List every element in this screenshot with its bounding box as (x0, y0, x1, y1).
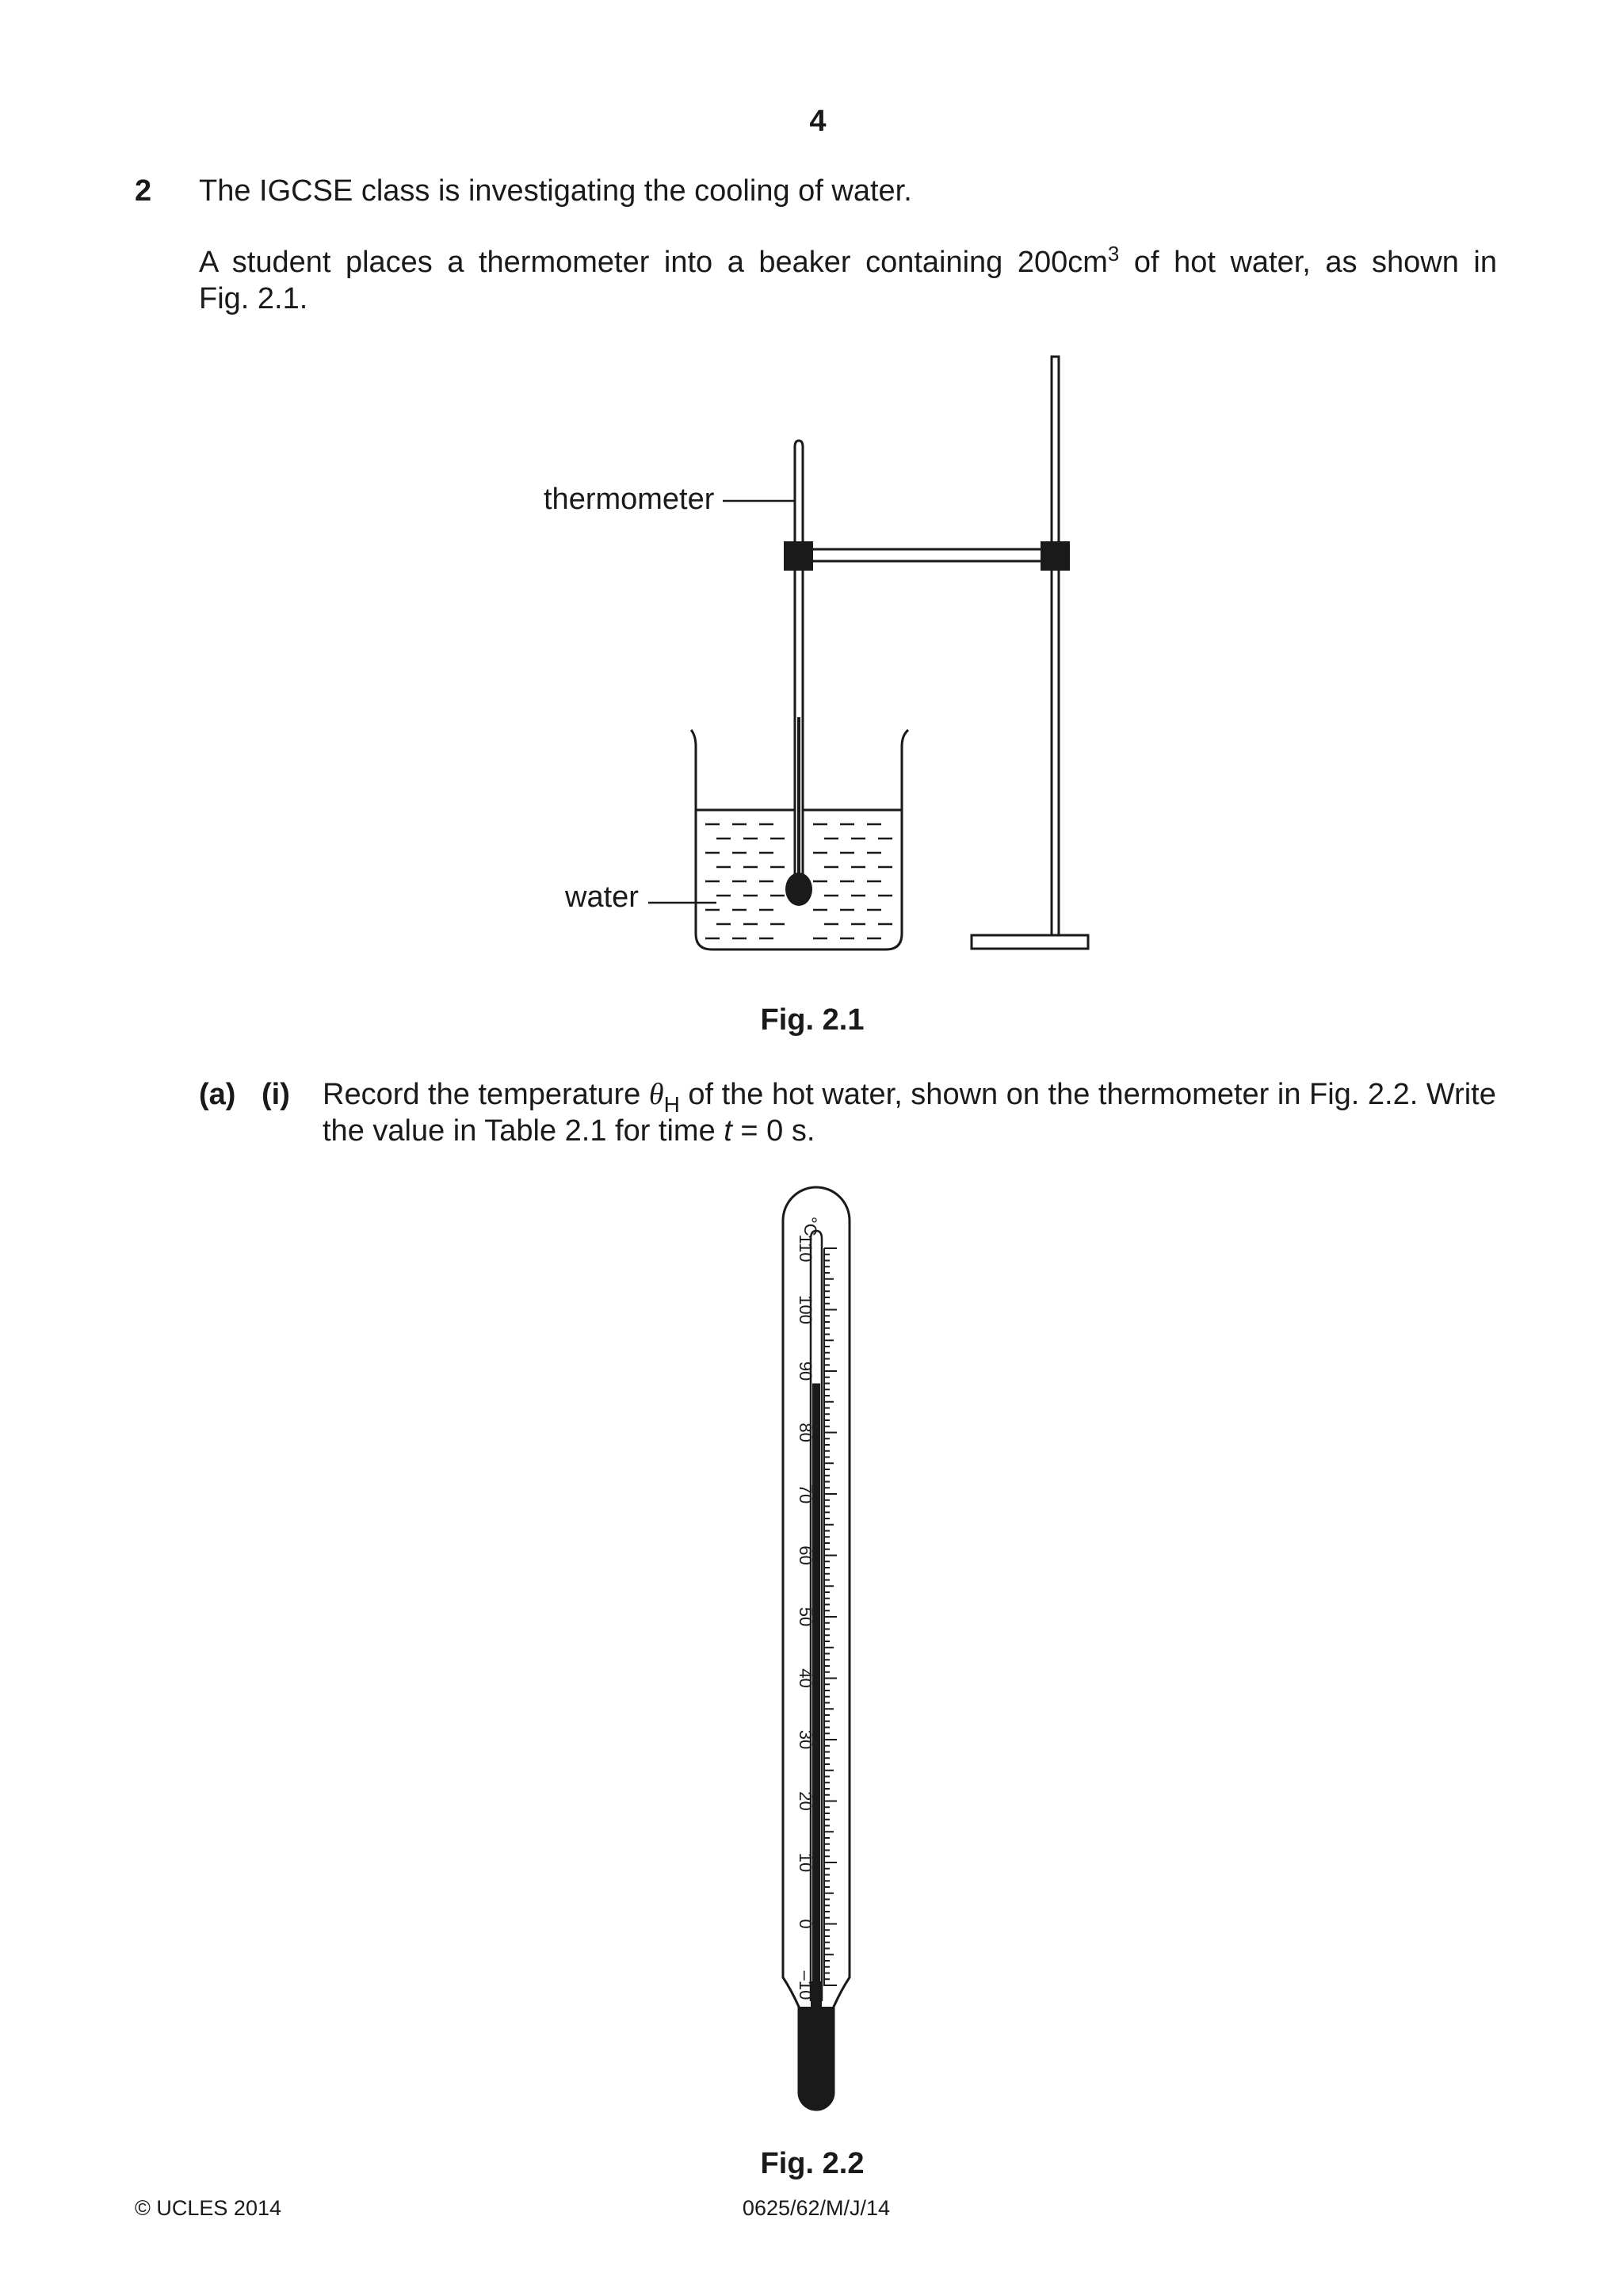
part-a-i-line-1: Record the temperature $\theta_H$ of the hot water, shown on the thermometer in Fig. 2.2. Write (323, 1078, 1496, 1117)
label-water: water (565, 881, 639, 914)
part-a-i-label: (i) (262, 1078, 290, 1111)
scale-label: 40 (796, 1668, 815, 1688)
figure-2-2-caption: Fig. 2.2 (760, 2147, 865, 2180)
scale-label: 0 (796, 1919, 815, 1929)
question-number: 2 (135, 174, 152, 208)
question-intro: The IGCSE class is investigating the cooling of water. (199, 174, 912, 208)
page-number: 4 (809, 105, 827, 138)
scale-label: 100 (796, 1295, 815, 1324)
scale-label: 60 (796, 1545, 815, 1565)
scale-label: 30 (796, 1729, 815, 1750)
figure-2-1-caption: Fig. 2.1 (760, 1003, 865, 1037)
footer-code: 0625/62/M/J/14 (742, 2196, 891, 2220)
scale-label: –10 (796, 1970, 815, 2000)
scale-label: 80 (796, 1423, 815, 1442)
scale-label: 20 (796, 1791, 815, 1811)
mercury-column (812, 1384, 820, 2006)
part-a-i-line-2: the value in Table 2.1 for time t = 0 s. (323, 1114, 815, 1148)
setup-line-2: Fig. 2.1. (199, 282, 308, 315)
unit-label: °C (800, 1217, 820, 1236)
scale-label: 90 (796, 1361, 815, 1381)
scale-label: 10 (796, 1852, 815, 1873)
scale-label: 110 (796, 1234, 815, 1263)
thermometer-bulb-2 (799, 2007, 834, 2110)
scale-label: 70 (796, 1484, 815, 1504)
label-thermometer: thermometer (544, 483, 715, 516)
setup-line-1: A student places a thermometer into a beaker containing $200cm^3$ of hot water, as shown in (199, 242, 1497, 279)
scale-label: 50 (796, 1606, 815, 1627)
part-a-label: (a) (199, 1078, 236, 1111)
footer-copyright: © UCLES 2014 (135, 2196, 281, 2220)
